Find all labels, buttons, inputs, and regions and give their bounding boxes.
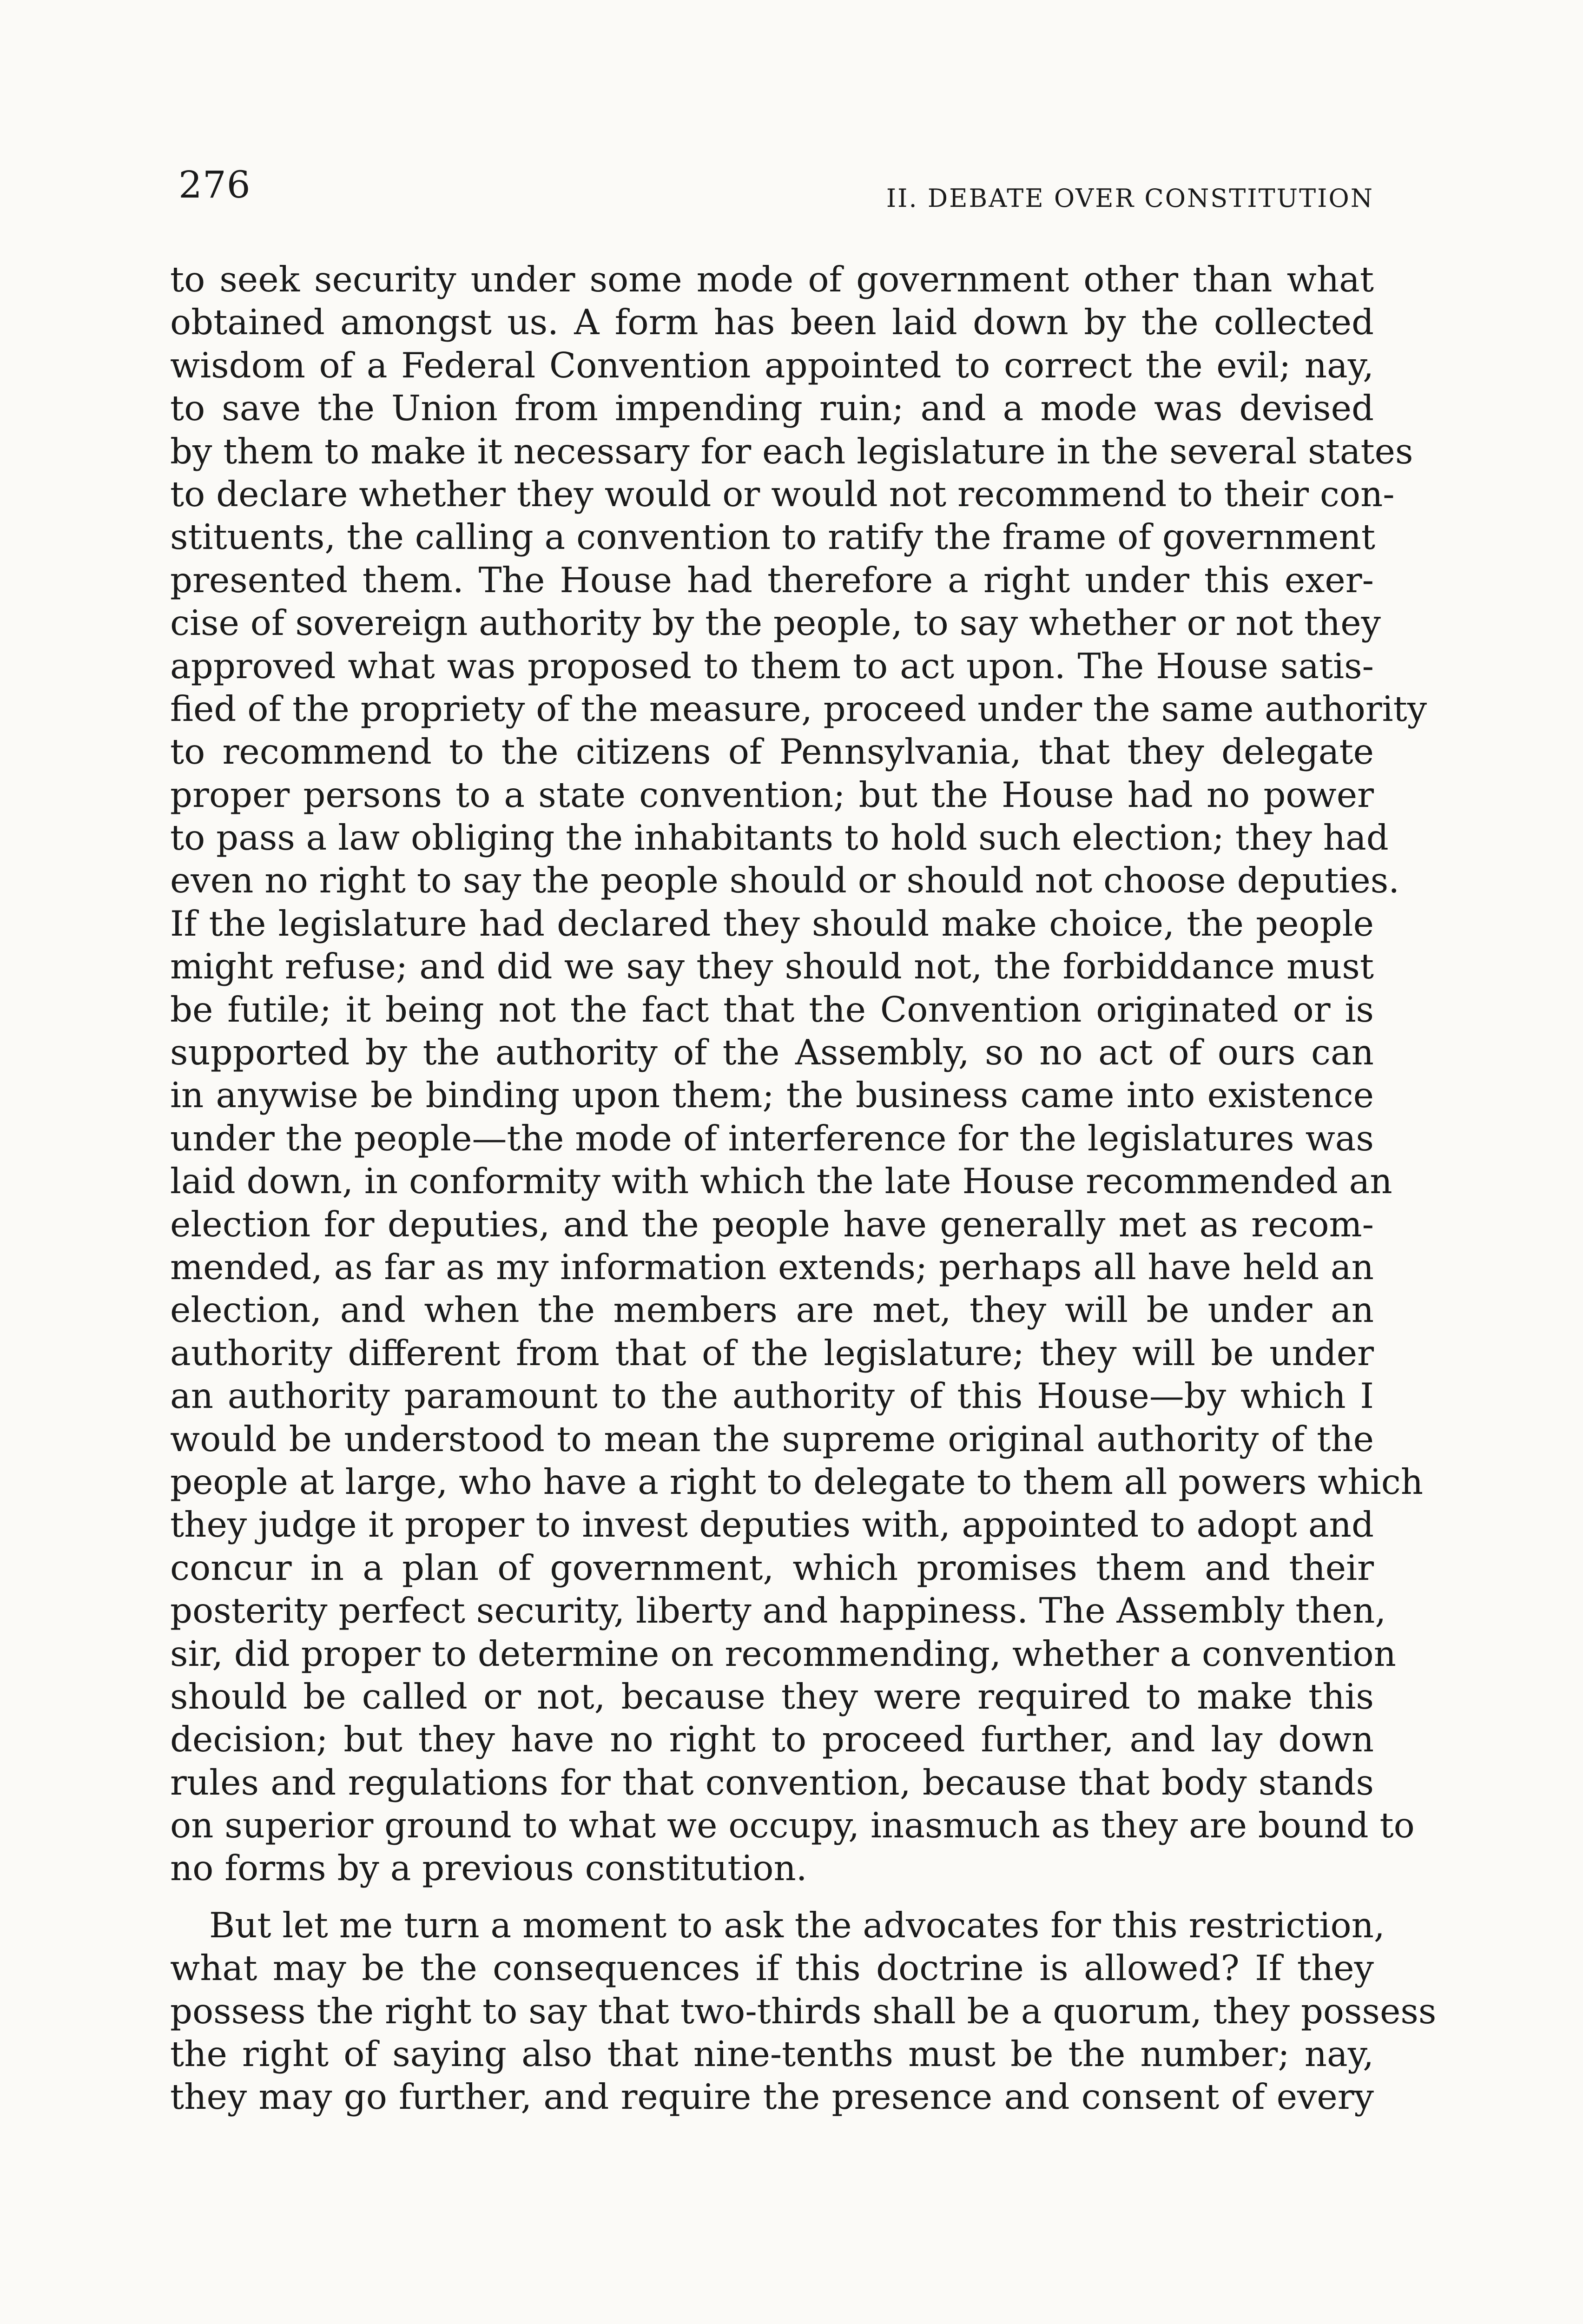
text-line: on superior ground to what we occupy, inasmuch as they are bound to xyxy=(170,1805,1415,1846)
text-line: to save the Union from impending ruin; and a mode was devised xyxy=(170,388,1374,429)
text-line: to declare whether they would or would not recommend to their con- xyxy=(170,473,1395,515)
text-line: decision; but they have no right to proceed further, and lay down xyxy=(170,1719,1374,1760)
text-line: authority different from that of the legislature; they will be under xyxy=(170,1332,1374,1373)
text-line: But let me turn a moment to ask the advocates for this restriction, xyxy=(209,1904,1385,1946)
text-line: under the people—the mode of interference for the legislatures was xyxy=(170,1117,1374,1159)
text-line: stituents, the calling a convention to ratify the frame of government xyxy=(170,516,1375,558)
running-head: II. DEBATE OVER CONSTITUTION xyxy=(886,184,1374,213)
text-line: posterity perfect security, liberty and happiness. The Assembly then, xyxy=(170,1590,1386,1631)
text-line: they may go further, and require the presence and consent of every xyxy=(170,2076,1374,2118)
text-line: should be called or not, because they were required to make this xyxy=(170,1676,1374,1717)
text-line: they judge it proper to invest deputies with, appointed to adopt and xyxy=(170,1504,1374,1545)
text-line: presented them. The House had therefore a right under this exer- xyxy=(170,559,1374,601)
text-line: be futile; it being not the fact that the Convention originated or is xyxy=(170,989,1374,1030)
text-line: rules and regulations for that convention, because that body stands xyxy=(170,1762,1374,1803)
text-line: cise of sovereign authority by the people, to say whether or not they xyxy=(170,602,1381,644)
text-line: fied of the propriety of the measure, proceed under the same authority xyxy=(170,688,1427,729)
text-line: what may be the consequences if this doctrine is allowed? If they xyxy=(170,1948,1374,1989)
text-line: wisdom of a Federal Convention appointed to correct the evil; nay, xyxy=(170,344,1374,386)
text-line: to seek security under some mode of government other than what xyxy=(170,259,1374,300)
text-line: proper persons to a state convention; but the House had no power xyxy=(170,774,1374,815)
text-line: concur in a plan of government, which promises them and their xyxy=(170,1547,1374,1588)
text-line: people at large, who have a right to delegate to them all powers which xyxy=(170,1461,1424,1502)
text-line: mended, as far as my information extends; perhaps all have held an xyxy=(170,1246,1374,1287)
text-line: election, and when the members are met, they will be under an xyxy=(170,1289,1374,1331)
text-line: to recommend to the citizens of Pennsylvania, that they delegate xyxy=(170,731,1374,772)
text-line: sir, did proper to determine on recommending, whether a convention xyxy=(170,1633,1396,1674)
text-line: obtained amongst us. A form has been laid down by the collected xyxy=(170,302,1374,343)
text-line: might refuse; and did we say they should not, the forbiddance must xyxy=(170,946,1374,987)
text-line: possess the right to say that two-thirds shall be a quorum, they possess xyxy=(170,1990,1437,2032)
text-line: election for deputies, and the people have generally met as recom- xyxy=(170,1203,1374,1245)
text-line: even no right to say the people should or should not choose deputies. xyxy=(170,860,1400,901)
text-line: the right of saying also that nine-tenths must be the number; nay, xyxy=(170,2034,1374,2075)
text-line: by them to make it necessary for each legislature in the several states xyxy=(170,430,1413,472)
text-line: no forms by a previous constitution. xyxy=(170,1848,807,1889)
text-line: supported by the authority of the Assembly, so no act of ours can xyxy=(170,1032,1374,1073)
body-text xyxy=(170,258,1437,2119)
text-line: would be understood to mean the supreme original authority of the xyxy=(170,1418,1374,1459)
text-line: laid down, in conformity with which the late House recommended an xyxy=(170,1161,1392,1202)
text-line: If the legislature had declared they should make choice, the people xyxy=(170,903,1374,944)
page-number: 276 xyxy=(178,163,251,206)
text-line: to pass a law obliging the inhabitants to hold such election; they had xyxy=(170,817,1389,858)
text-line: approved what was proposed to them to act upon. The House satis- xyxy=(170,645,1374,687)
text-line: in anywise be binding upon them; the business came into existence xyxy=(170,1075,1374,1116)
text-line: an authority paramount to the authority of this House—by which I xyxy=(170,1375,1374,1417)
